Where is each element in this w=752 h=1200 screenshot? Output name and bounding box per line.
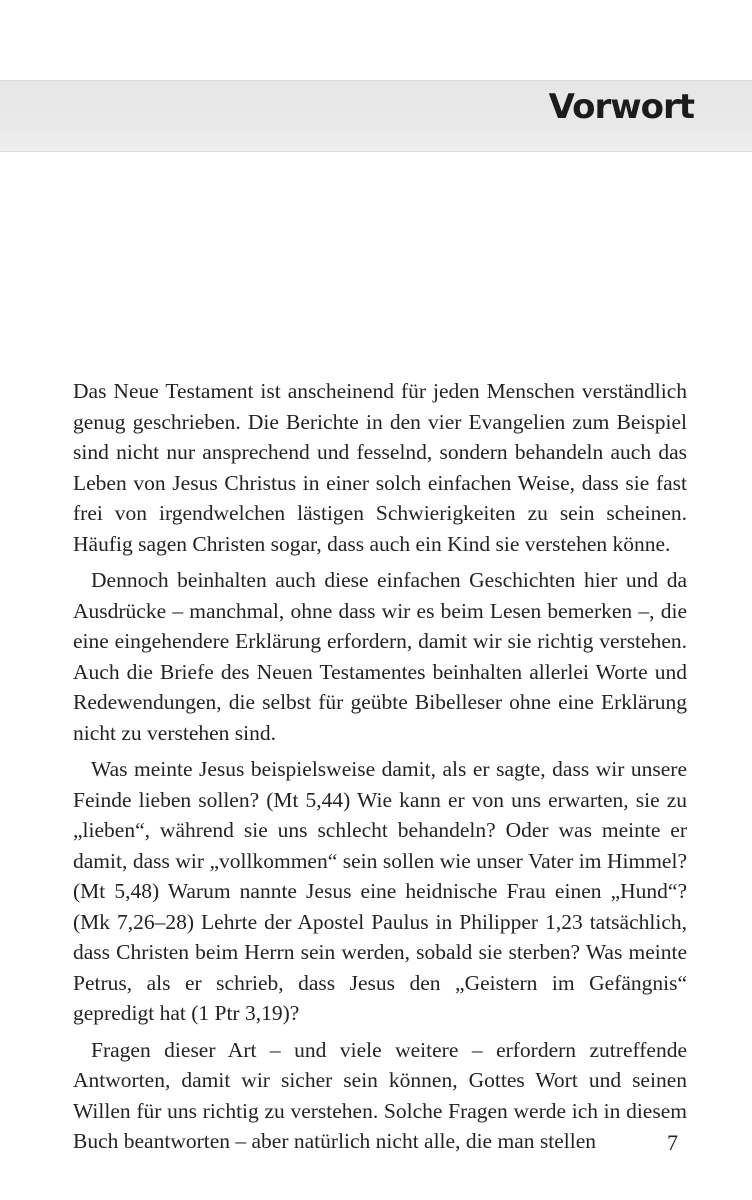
body-text xyxy=(73,376,687,1163)
paragraph: Dennoch beinhalten auch diese einfachen Geschichten hier und da Ausdrücke – manchmal, ohne dass wir es beim Lesen bemerken –, die eine eingehendere Erklärung erfordern, damit wir sie richtig verstehen. Auch die Briefe des Neuen Testamentes beinhalten allerlei Worte und Redewendungen, die selbst für geübte Bibelleser ohne eine Erklärung nicht zu verstehen sind. xyxy=(73,568,687,745)
chapter-title: Vorwort xyxy=(548,87,694,127)
paragraph: Fragen dieser Art – und viele weitere – erfordern zutreffende Antworten, damit wir sicher sein können, Gottes Wort und seinen Willen für uns richtig zu verstehen. Solche Fragen werde ich in diesem Buch beantworten – aber natürlich nicht alle, die man stellen xyxy=(73,1037,687,1153)
paragraph: Das Neue Testament ist anscheinend für jeden Menschen verständlich genug geschrieben. Die Berichte in den vier Evangelien zum Beispiel sind nicht nur ansprechend und fesselnd, sondern behandeln auch das Leben von Jesus Christus in einer solch einfachen Weise, dass sie fast frei von irgendwelchen lästigen Schwierigkeiten zu sein scheinen. Häufig sagen Christen sogar, dass auch ein Kind sie verstehen könne. xyxy=(73,379,687,556)
paragraph: Was meinte Jesus beispielsweise damit, als er sagte, dass wir unsere Feinde lieben sollen? (Mt 5,44) Wie kann er von uns erwarten, sie zu „lieben“, während sie uns schlecht behandeln? Oder was meinte er damit, dass wir „vollkommen“ sein sollen wie unser Vater im Himmel? (Mt 5,48) Warum nannte Jesus eine heidnische Frau einen „Hund“? (Mk 7,26–28) Lehrte der Apostel Paulus in Philipper 1,23 tatsächlich, dass Christen beim Herrn sein werden, sobald sie sterben? Was meinte Petrus, als er schrieb, dass Jesus den „Geistern im Gefängnis“ gepredigt hat (1 Ptr 3,19)? xyxy=(73,757,687,1025)
chapter-header-band xyxy=(0,80,752,152)
page-number: 7 xyxy=(667,1130,678,1155)
